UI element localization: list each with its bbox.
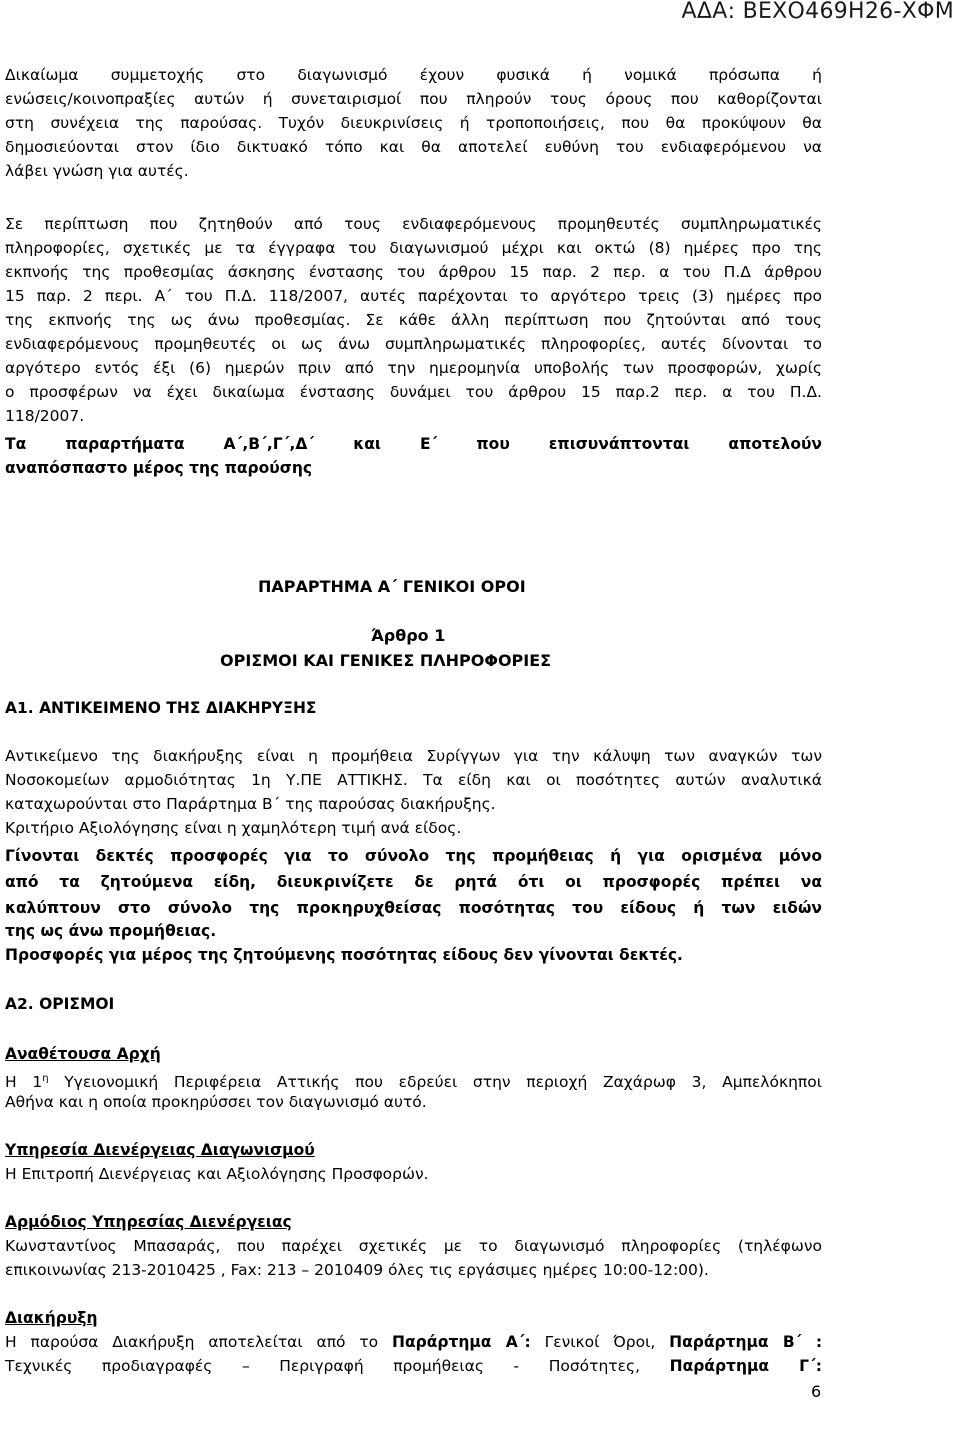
info-line-7: αργότερο εντός έξι (6) ημερών πριν από την ημερομηνία υποβολής των προσφορών, χωρίς [5,359,822,377]
info-line-8: ο προσφέρων να έχει δικαίωμα ένστασης δυνάμει του άρθρου 15 παρ.2 περ. α του Π.Δ. [5,383,822,401]
a1-line-1: Αντικείμενο της διακήρυξης είναι η προμήθεια Συρίγγων για την κάλυψη των αναγκών των [5,747,822,765]
declaration-line-1-c: Γενικοί Όροι, [530,1333,670,1351]
authority-line-1-pre: Η 1 [5,1073,43,1092]
a1-bold-line-5: Προσφορές για μέρος της ζητούμενης ποσότητας είδους δεν γίνονται δεκτές. [5,946,683,964]
a1-bold-line-2: από τα ζητούμενα είδη, διευκρινίζετε δε ρητά ότι οι προσφορές πρέπει να [5,873,822,891]
declaration-line-1 [5,1331,822,1355]
a1-bold-line-3: καλύπτουν στο σύνολο της προκηρυχθείσας ποσότητας του είδους ή των ειδών [5,899,822,917]
authority-line-1-sup: η [42,1073,49,1084]
a2-heading: Α2. ΟΡΙΣΜΟΙ [5,995,115,1013]
annex-a-title: ΠΑΡΑΡΤΗΜΑ Α΄ ΓΕΝΙΚΟΙ ΟΡΟΙ [258,577,526,596]
annexes-note-line-2: αναπόσπαστο μέρος της παρούσης [5,459,313,477]
declaration-label: Διακήρυξη [5,1309,98,1327]
competent-line-2: επικοινωνίας 213-2010425 , Fax: 213 – 2010409 όλες τις εργάσιμες ημέρες 10:00-12:00). [5,1261,709,1279]
declaration-line-2-b: Παράρτημα Γ΄: [669,1357,822,1375]
article-title: ΟΡΙΣΜΟΙ ΚΑΙ ΓΕΝΙΚΕΣ ΠΛΗΡΟΦΟΡΙΕΣ [220,651,552,670]
article-number: Άρθρο 1 [371,626,446,645]
a1-line-4: Κριτήριο Αξιολόγησης είναι η χαμηλότερη τιμή ανά είδος. [5,819,462,837]
a1-heading: Α1. ΑΝΤΙΚΕΙΜΕΝΟ ΤΗΣ ΔΙΑΚΗΡΥΞΗΣ [5,699,317,717]
info-line-4: 15 παρ. 2 περι. Α΄ του Π.Δ. 118/2007, αυτές παρέχονται το αργότερο τρεις (3) ημέρες προ [5,287,822,305]
info-line-9: 118/2007. [5,407,85,425]
intro-line-5: λάβει γνώση για αυτές. [5,162,189,180]
declaration-line-1-d: Παράρτημα Β΄ : [669,1333,823,1351]
authority-line-1-post: Υγειονομική Περιφέρεια Αττικής που εδρεύει στην περιοχή Ζαχάρωφ 3, Αμπελόκηποι [48,1073,822,1092]
page-number: 6 [811,1382,822,1401]
intro-line-2: ενώσεις/κοινοπραξίες αυτών ή συνεταιρισμοί που πληρούν τους όρους που καθορίζονται [5,90,822,108]
competent-label: Αρμόδιος Υπηρεσίας Διενέργειας [5,1213,292,1231]
info-line-1: Σε περίπτωση που ζητηθούν από τους ενδιαφερόμενους προμηθευτές συμπληρωματικές [5,215,822,233]
authority-label: Αναθέτουσα Αρχή [5,1045,161,1063]
a1-bold-line-4: της ως άνω προμήθειας. [5,922,217,940]
info-line-3: εκπνοής της προθεσμίας άσκησης ένστασης του άρθρου 15 παρ. 2 περ. α του Π.Δ άρθρου [5,263,822,281]
authority-line-2: Αθήνα και η οποία προκηρύσσει τον διαγωνισμό αυτό. [5,1093,427,1111]
declaration-line-2-a: Τεχνικές προδιαγραφές – Περιγραφή προμήθειας - Ποσότητες, [5,1357,670,1375]
declaration-line-1-b: Παράρτημα Α΄: [391,1333,531,1351]
annexes-note-line-1: Τα παραρτήματα Α΄,Β΄,Γ΄,Δ΄ και Ε΄ που επισυνάπτονται αποτελούν [5,435,822,453]
info-line-5: της εκπνοής της ως άνω προθεσμίας. Σε κάθε άλλη περίπτωση που ζητούνται από τους [5,311,822,329]
a1-line-2: Νοσοκομείων αρμοδιότητας 1η Υ.ΠΕ ΑΤΤΙΚΗΣ. Τα είδη και οι ποσότητες αυτών αναλυτικά [5,771,822,789]
declaration-line-2 [5,1355,822,1379]
ada-code: ΑΔΑ: ΒΕΧΟ469Η26-ΧΦΜ [681,0,954,24]
a1-bold-line-1: Γίνονται δεκτές προσφορές για το σύνολο της προμήθειας ή για ορισμένα μόνο [5,847,822,865]
a1-line-3: καταχωρούνται στο Παράρτημα Β΄ της παρούσας διακήρυξης. [5,795,496,813]
info-line-6: ενδιαφερόμενους προμηθευτές οι ως άνω συμπληρωματικές πληροφορίες, αυτές δίνονται το [5,335,822,353]
declaration-line-1-a: Η παρούσα Διακήρυξη αποτελείται από το [5,1333,392,1351]
service-label: Υπηρεσία Διενέργειας Διαγωνισμού [5,1141,315,1159]
intro-line-3: στη συνέχεια της παρούσας. Τυχόν διευκρινίσεις ή τροποποιήσεις, που θα προκύψουν θα [5,114,822,132]
intro-line-1: Δικαίωμα συμμετοχής στο διαγωνισμό έχουν φυσικά ή νομικά πρόσωπα ή [5,66,822,84]
intro-line-4: δημοσιεύονται στον ίδιο δικτυακό τόπο και θα αποτελεί ευθύνη του ενδιαφερόμενου να [5,138,822,156]
competent-line-1: Κωνσταντίνος Μπασαράς, που παρέχει σχετικές με το διαγωνισμό πληροφορίες (τηλέφωνο [5,1237,822,1255]
info-line-2: πληροφορίες, σχετικές με τα έγγραφα του διαγωνισμού μέχρι και οκτώ (8) ημέρες προ της [5,239,822,257]
service-line-1: Η Επιτροπή Διενέργειας και Αξιολόγησης Προσφορών. [5,1165,429,1183]
